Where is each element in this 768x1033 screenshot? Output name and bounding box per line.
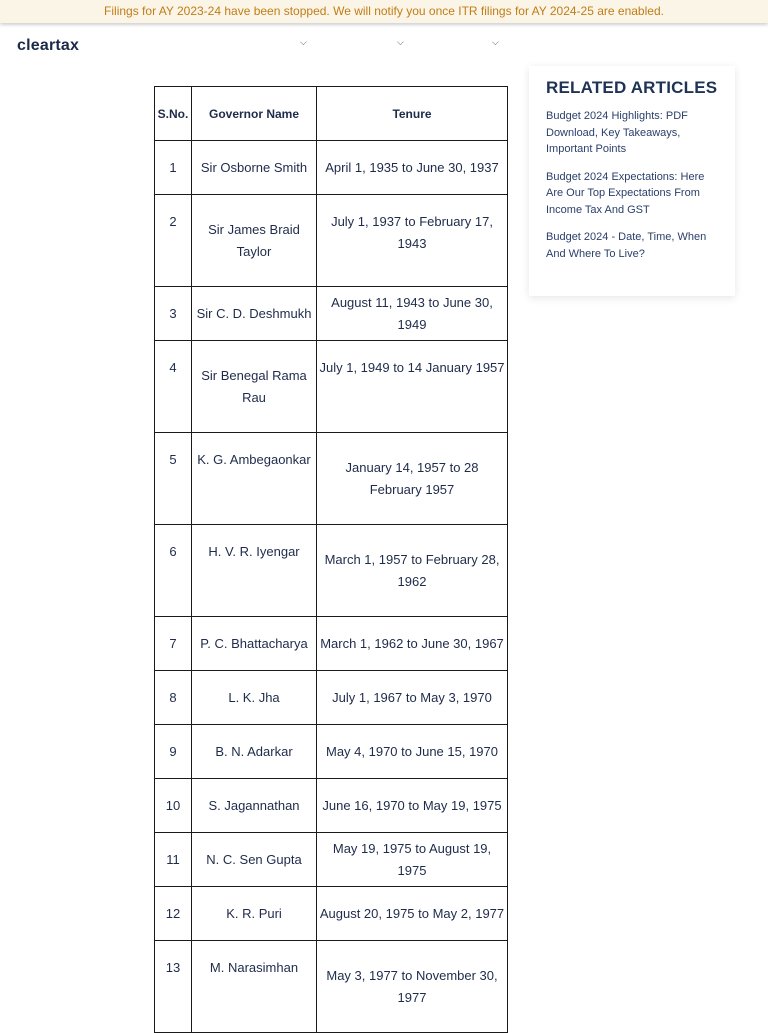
nav-menu-2-chevron-down-icon[interactable]: ⌵ <box>397 37 404 47</box>
related-articles-title: RELATED ARTICLES <box>546 78 718 97</box>
cell-governor-name: S. Jagannathan <box>192 779 317 833</box>
cell-sno: 11 <box>155 833 192 887</box>
table-row <box>155 617 508 671</box>
related-articles-panel <box>529 66 735 296</box>
cell-sno: 9 <box>155 725 192 779</box>
cell-governor-name: Sir C. D. Deshmukh <box>192 287 317 341</box>
header-tenure: Tenure <box>317 87 508 141</box>
cell-sno: 6 <box>155 525 192 617</box>
table-row <box>155 195 508 287</box>
cell-tenure: August 20, 1975 to May 2, 1977 <box>317 887 508 941</box>
cell-governor-name: N. C. Sen Gupta <box>192 833 317 887</box>
cell-sno: 12 <box>155 887 192 941</box>
cell-sno: 3 <box>155 287 192 341</box>
header-sno: S.No. <box>155 87 192 141</box>
cell-sno: 7 <box>155 617 192 671</box>
cell-governor-name: Sir James Braid Taylor <box>192 195 317 287</box>
cell-tenure: April 1, 1935 to June 30, 1937 <box>317 141 508 195</box>
cell-governor-name: L. K. Jha <box>192 671 317 725</box>
cell-sno: 2 <box>155 195 192 287</box>
cell-sno: 8 <box>155 671 192 725</box>
cell-tenure: May 3, 1977 to November 30, 1977 <box>317 941 508 1033</box>
cell-sno: 13 <box>155 941 192 1033</box>
cell-governor-name: M. Narasimhan <box>192 941 317 1033</box>
cell-tenure: January 14, 1957 to 28 February 1957 <box>317 433 508 525</box>
nav-menu-3-chevron-down-icon[interactable]: ⌵ <box>492 37 499 47</box>
cell-tenure: July 1, 1937 to February 17, 1943 <box>317 195 508 287</box>
table-row <box>155 887 508 941</box>
cell-tenure: March 1, 1957 to February 28, 1962 <box>317 525 508 617</box>
cell-tenure: June 16, 1970 to May 19, 1975 <box>317 779 508 833</box>
cell-governor-name: K. G. Ambegaonkar <box>192 433 317 525</box>
related-article-link[interactable]: Budget 2024 Highlights: PDF Download, Key Takeaways, Important Points <box>546 110 688 155</box>
header-governor-name: Governor Name <box>192 87 317 141</box>
notice-banner-text: Filings for AY 2023-24 have been stopped. We will notify you once ITR filings for AY 2024-25 are enabled. <box>104 4 664 18</box>
notice-banner <box>0 0 768 23</box>
cell-sno: 10 <box>155 779 192 833</box>
cell-governor-name: B. N. Adarkar <box>192 725 317 779</box>
cell-tenure: August 11, 1943 to June 30, 1949 <box>317 287 508 341</box>
cell-governor-name: H. V. R. Iyengar <box>192 525 317 617</box>
table-row <box>155 779 508 833</box>
rbi-governors-table <box>154 86 508 1033</box>
top-navigation <box>0 23 768 69</box>
cell-governor-name: Sir Benegal Rama Rau <box>192 341 317 433</box>
table-row <box>155 341 508 433</box>
cell-tenure: March 1, 1962 to June 30, 1967 <box>317 617 508 671</box>
cell-sno: 4 <box>155 341 192 433</box>
related-article-link[interactable]: Budget 2024 - Date, Time, When And Where To Live? <box>546 231 707 260</box>
table-header-row <box>155 87 508 141</box>
table-row <box>155 833 508 887</box>
table-row <box>155 287 508 341</box>
nav-menu-1-chevron-down-icon[interactable]: ⌵ <box>300 37 307 47</box>
cell-tenure: May 4, 1970 to June 15, 1970 <box>317 725 508 779</box>
table-row <box>155 525 508 617</box>
cell-tenure: July 1, 1949 to 14 January 1957 <box>317 341 508 433</box>
cell-tenure: May 19, 1975 to August 19, 1975 <box>317 833 508 887</box>
table-row <box>155 433 508 525</box>
cell-sno: 1 <box>155 141 192 195</box>
table-row <box>155 141 508 195</box>
cleartax-logo[interactable]: cleartax <box>17 37 80 54</box>
cell-governor-name: P. C. Bhattacharya <box>192 617 317 671</box>
table-row <box>155 941 508 1033</box>
cell-sno: 5 <box>155 433 192 525</box>
table-row <box>155 725 508 779</box>
table-row <box>155 671 508 725</box>
cell-tenure: July 1, 1967 to May 3, 1970 <box>317 671 508 725</box>
related-article-link[interactable]: Budget 2024 Expectations: Here Are Our Top Expectations From Income Tax And GST <box>546 170 705 216</box>
cell-governor-name: K. R. Puri <box>192 887 317 941</box>
cell-governor-name: Sir Osborne Smith <box>192 141 317 195</box>
